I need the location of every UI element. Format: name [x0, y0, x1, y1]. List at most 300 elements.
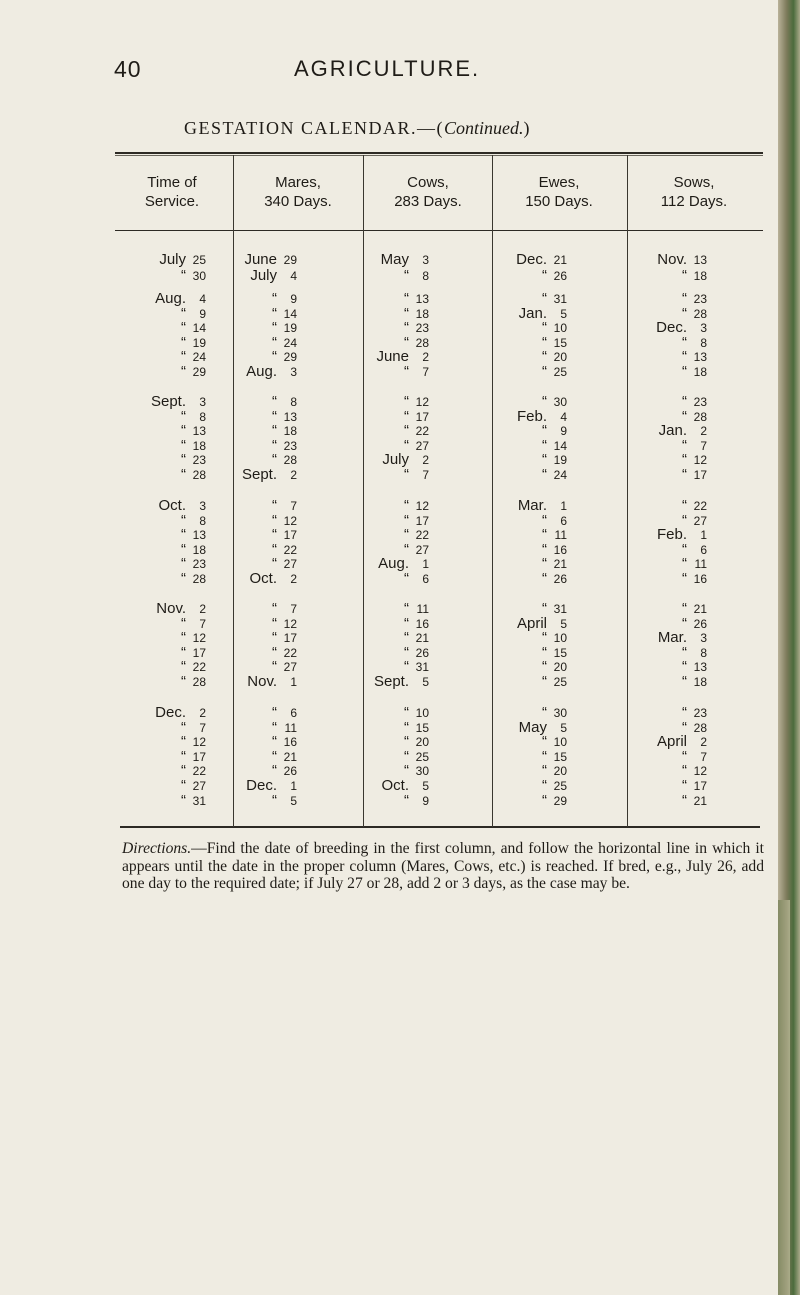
- cell-day: 26: [553, 572, 567, 586]
- cell-day: 21: [553, 557, 567, 572]
- cell-month: “: [682, 511, 687, 529]
- cell-month: “: [404, 614, 409, 632]
- cell-day: 2: [700, 424, 707, 439]
- cell-month: “: [272, 747, 277, 765]
- cell-month: “: [682, 718, 687, 736]
- cell-day: 17: [415, 409, 429, 424]
- cell-day: 7: [700, 749, 707, 764]
- cell-day: 16: [553, 542, 567, 557]
- cell-day: 30: [553, 706, 567, 720]
- cell-month: “: [272, 733, 277, 751]
- cell-day: 6: [700, 542, 707, 557]
- cell-month: “: [181, 451, 186, 469]
- cell-month: “: [272, 704, 277, 721]
- cell-day: 4: [560, 409, 567, 424]
- cell-day: 23: [192, 557, 206, 572]
- cell-month: “: [404, 497, 409, 514]
- cell-month: “: [272, 290, 277, 307]
- table-title: [184, 118, 531, 139]
- column-header-line1: Ewes,: [538, 174, 580, 191]
- cell-month: Sept.: [373, 673, 409, 690]
- cell-month: “: [682, 436, 687, 454]
- cell-day: 18: [283, 424, 297, 439]
- cell-day: 1: [422, 557, 429, 572]
- cell-month: “: [404, 600, 409, 617]
- cell-day: 1: [700, 528, 707, 543]
- cell-month: “: [181, 791, 186, 809]
- cell-day: 27: [283, 660, 297, 675]
- cell-day: 18: [693, 269, 707, 283]
- cell-month: “: [682, 290, 687, 307]
- cell-month: “: [542, 526, 547, 544]
- cell-month: “: [542, 540, 547, 558]
- table-cell: [319, 792, 429, 809]
- cell-month: May: [518, 718, 547, 736]
- cell-month: Oct.: [381, 777, 409, 794]
- cell-day: 21: [693, 793, 707, 808]
- cell-month: “: [682, 333, 687, 351]
- table-cell: [457, 267, 567, 284]
- cell-month: “: [542, 791, 547, 809]
- cell-day: 23: [283, 438, 297, 453]
- table-cell: [457, 570, 567, 587]
- page-header: [0, 56, 778, 86]
- cell-month: “: [682, 762, 687, 780]
- cell-month: “: [181, 777, 186, 794]
- table-cell: [187, 251, 297, 268]
- column-header-line2: 112 Days.: [660, 193, 728, 210]
- cell-day: 17: [415, 513, 429, 528]
- cell-month: “: [272, 526, 277, 544]
- cell-month: “: [542, 422, 547, 440]
- cell-month: “: [181, 466, 186, 483]
- cell-day: 26: [553, 269, 567, 283]
- cell-month: “: [542, 629, 547, 647]
- column-header: [495, 173, 623, 211]
- cell-month: “: [682, 363, 687, 380]
- cell-day: 27: [283, 557, 297, 572]
- cell-day: 13: [693, 660, 707, 675]
- table-cell: [187, 466, 297, 483]
- cell-day: 19: [553, 453, 567, 468]
- table-cell: [597, 673, 707, 690]
- cell-day: 21: [693, 602, 707, 616]
- cell-month: May: [380, 251, 409, 268]
- cell-day: 12: [415, 499, 429, 513]
- column-header: [108, 173, 236, 211]
- cell-month: July: [382, 451, 409, 469]
- table-cell: [187, 792, 297, 809]
- cell-day: 8: [290, 395, 297, 409]
- cell-month: Jan.: [518, 304, 547, 322]
- cell-day: 22: [693, 499, 707, 513]
- cell-day: 31: [553, 602, 567, 616]
- cell-month: “: [542, 290, 547, 307]
- cell-day: 12: [693, 764, 707, 779]
- cell-month: “: [682, 643, 687, 661]
- cell-month: “: [272, 629, 277, 647]
- directions-lead: Directions.: [122, 840, 192, 857]
- cell-day: 10: [553, 735, 567, 750]
- cell-day: 19: [283, 321, 297, 336]
- cell-month: “: [404, 466, 409, 483]
- cell-month: “: [542, 348, 547, 366]
- title-continued: Continued.: [444, 118, 524, 138]
- cell-day: 7: [290, 602, 297, 616]
- cell-month: April: [516, 614, 547, 632]
- cell-month: “: [181, 570, 186, 587]
- cell-month: “: [181, 526, 186, 544]
- cell-day: 1: [560, 499, 567, 513]
- cell-month: “: [181, 363, 186, 380]
- table-cell: [319, 466, 429, 483]
- cell-month: “: [272, 333, 277, 351]
- cell-day: 17: [192, 749, 206, 764]
- cell-day: 12: [415, 395, 429, 409]
- cell-month: “: [272, 643, 277, 661]
- cell-day: 23: [192, 453, 206, 468]
- cell-month: Mar.: [657, 629, 687, 647]
- running-head: AGRICULTURE.: [294, 56, 481, 81]
- cell-day: 17: [693, 468, 707, 482]
- cell-day: 29: [192, 365, 206, 379]
- cell-day: 28: [693, 720, 707, 735]
- cell-month: “: [404, 304, 409, 322]
- cell-month: Dec.: [656, 319, 687, 337]
- cell-month: “: [272, 762, 277, 780]
- column-header: [630, 173, 758, 211]
- cell-month: “: [181, 733, 186, 751]
- cell-month: “: [404, 511, 409, 529]
- cell-month: “: [272, 791, 277, 809]
- cell-day: 7: [422, 365, 429, 379]
- cell-day: 1: [290, 779, 297, 793]
- cell-day: 25: [415, 749, 429, 764]
- cell-month: “: [682, 555, 687, 573]
- table-cell: [187, 363, 297, 380]
- cell-day: 25: [553, 779, 567, 793]
- cell-month: “: [181, 658, 186, 676]
- title-close: ): [523, 118, 532, 138]
- cell-day: 24: [553, 468, 567, 482]
- cell-day: 6: [422, 572, 429, 586]
- cell-month: “: [682, 658, 687, 676]
- column-header: [234, 173, 362, 211]
- cell-month: “: [181, 747, 186, 765]
- cell-month: “: [181, 407, 186, 425]
- cell-day: 23: [693, 395, 707, 409]
- table-cell: [457, 363, 567, 380]
- column-header-line2: 283 Days.: [394, 193, 462, 210]
- cell-month: Dec.: [155, 704, 186, 721]
- table-cell: [187, 267, 297, 284]
- cell-month: “: [682, 570, 687, 587]
- table-cell: [597, 570, 707, 587]
- cell-day: 3: [700, 321, 707, 336]
- cell-month: “: [682, 304, 687, 322]
- cell-month: Oct.: [249, 570, 277, 587]
- cell-month: “: [404, 436, 409, 454]
- cell-month: “: [682, 497, 687, 514]
- cell-day: 11: [554, 528, 567, 543]
- cell-month: “: [542, 762, 547, 780]
- cell-month: “: [181, 718, 186, 736]
- cell-month: Sept.: [241, 466, 277, 483]
- cell-day: 24: [192, 350, 206, 365]
- cell-day: 14: [553, 438, 567, 453]
- cell-day: 10: [553, 631, 567, 646]
- cell-month: “: [404, 658, 409, 676]
- cell-day: 22: [415, 424, 429, 439]
- cell-day: 5: [422, 779, 429, 793]
- cell-month: “: [181, 673, 186, 690]
- cell-month: “: [181, 422, 186, 440]
- cell-month: “: [542, 673, 547, 690]
- cell-day: 13: [283, 409, 297, 424]
- cell-day: 21: [415, 631, 429, 646]
- cell-day: 1: [290, 675, 297, 689]
- cell-day: 15: [553, 645, 567, 660]
- cell-day: 7: [422, 468, 429, 482]
- cell-month: “: [542, 658, 547, 676]
- cell-month: “: [404, 407, 409, 425]
- cell-day: 7: [700, 438, 707, 453]
- cell-day: 7: [199, 720, 206, 735]
- cell-month: “: [404, 363, 409, 380]
- table-header-rule: [115, 230, 763, 231]
- cell-day: 18: [415, 306, 429, 321]
- cell-day: 25: [553, 675, 567, 689]
- cell-day: 22: [283, 542, 297, 557]
- cell-month: “: [181, 629, 186, 647]
- cell-day: 18: [192, 542, 206, 557]
- cell-month: Nov.: [657, 251, 687, 268]
- cell-day: 2: [422, 453, 429, 468]
- cell-day: 6: [290, 706, 297, 720]
- page-edge-shadow: [778, 900, 790, 1295]
- cell-month: “: [542, 570, 547, 587]
- cell-month: “: [682, 747, 687, 765]
- cell-month: “: [682, 451, 687, 469]
- cell-day: 8: [700, 645, 707, 660]
- cell-day: 30: [553, 395, 567, 409]
- cell-month: “: [272, 348, 277, 366]
- cell-day: 10: [553, 321, 567, 336]
- cell-month: “: [404, 629, 409, 647]
- cell-day: 22: [192, 660, 206, 675]
- cell-day: 5: [422, 675, 429, 689]
- cell-day: 16: [693, 572, 707, 586]
- table-cell: [457, 673, 567, 690]
- cell-month: “: [404, 747, 409, 765]
- title-main: GESTATION CALENDAR.—(: [184, 118, 445, 138]
- cell-month: “: [272, 718, 277, 736]
- cell-month: “: [181, 348, 186, 366]
- table-cell: [319, 570, 429, 587]
- cell-day: 23: [693, 292, 707, 306]
- cell-day: 12: [283, 513, 297, 528]
- cell-day: 5: [560, 616, 567, 631]
- cell-day: 18: [192, 438, 206, 453]
- cell-month: Oct.: [158, 497, 186, 514]
- table-cell: [597, 267, 707, 284]
- cell-day: 25: [553, 365, 567, 379]
- page-number: 40: [114, 56, 142, 82]
- cell-day: 7: [290, 499, 297, 513]
- cell-month: Dec.: [246, 777, 277, 794]
- cell-day: 16: [283, 735, 297, 750]
- cell-day: 8: [199, 513, 206, 528]
- cell-month: Mar.: [517, 497, 547, 514]
- cell-month: “: [682, 600, 687, 617]
- cell-month: “: [404, 333, 409, 351]
- cell-day: 29: [553, 793, 567, 808]
- cell-month: “: [404, 393, 409, 410]
- cell-day: 8: [199, 409, 206, 424]
- cell-day: 13: [415, 292, 429, 306]
- table-cell: [319, 363, 429, 380]
- cell-month: “: [181, 614, 186, 632]
- cell-day: 3: [199, 499, 206, 513]
- cell-month: “: [404, 319, 409, 337]
- cell-day: 17: [283, 631, 297, 646]
- cell-day: 28: [283, 453, 297, 468]
- column-header-line2: Service.: [144, 193, 200, 210]
- cell-day: 17: [283, 528, 297, 543]
- cell-day: 13: [693, 350, 707, 365]
- cell-month: Dec.: [516, 251, 547, 268]
- column-header-line2: 150 Days.: [525, 193, 593, 210]
- cell-month: “: [404, 290, 409, 307]
- table-cell: [457, 466, 567, 483]
- cell-month: April: [656, 733, 687, 751]
- cell-day: 23: [415, 321, 429, 336]
- cell-month: Jan.: [658, 422, 687, 440]
- cell-day: 30: [415, 764, 429, 779]
- cell-day: 8: [700, 335, 707, 350]
- cell-month: July: [250, 267, 277, 284]
- cell-day: 3: [700, 631, 707, 646]
- cell-day: 2: [700, 735, 707, 750]
- cell-month: Aug.: [155, 290, 186, 307]
- cell-month: “: [181, 643, 186, 661]
- cell-month: “: [272, 511, 277, 529]
- cell-month: “: [272, 658, 277, 676]
- cell-day: 27: [192, 779, 206, 793]
- cell-month: “: [682, 267, 687, 284]
- directions-text: —Find the date of breeding in the first column, and follow the horizontal line in which it appears until the date in the proper column (Mares, Cows, etc.) is reached. If bred, e.g., July 26, add one day to the required date; if July 27 or 28, add 2 or 3 days, as the case may be.: [122, 840, 764, 892]
- cell-day: 14: [283, 306, 297, 321]
- cell-day: 31: [553, 292, 567, 306]
- cell-month: “: [542, 777, 547, 794]
- cell-month: “: [272, 393, 277, 410]
- cell-month: “: [404, 733, 409, 751]
- cell-month: “: [181, 319, 186, 337]
- cell-day: 9: [560, 424, 567, 439]
- cell-day: 2: [199, 602, 206, 616]
- cell-month: “: [181, 511, 186, 529]
- cell-month: June: [244, 251, 277, 268]
- cell-day: 3: [422, 253, 429, 267]
- cell-day: 26: [415, 645, 429, 660]
- cell-month: “: [404, 643, 409, 661]
- cell-month: “: [682, 393, 687, 410]
- cell-day: 13: [192, 424, 206, 439]
- cell-day: 15: [415, 720, 429, 735]
- table-cell: [187, 673, 297, 690]
- cell-month: “: [181, 762, 186, 780]
- cell-month: “: [404, 791, 409, 809]
- cell-day: 15: [553, 749, 567, 764]
- cell-day: 20: [415, 735, 429, 750]
- cell-day: 9: [422, 793, 429, 808]
- table-top-rule: [115, 152, 763, 154]
- cell-day: 2: [290, 468, 297, 482]
- cell-day: 3: [199, 395, 206, 409]
- cell-day: 12: [283, 616, 297, 631]
- cell-month: Feb.: [656, 526, 687, 544]
- cell-month: “: [272, 555, 277, 573]
- cell-month: “: [542, 600, 547, 617]
- cell-day: 18: [693, 365, 707, 379]
- table-cell: [457, 792, 567, 809]
- cell-day: 12: [192, 631, 206, 646]
- cell-day: 5: [560, 720, 567, 735]
- cell-day: 11: [284, 720, 297, 735]
- cell-month: “: [181, 436, 186, 454]
- cell-month: “: [542, 704, 547, 721]
- cell-month: “: [404, 526, 409, 544]
- cell-month: “: [181, 304, 186, 322]
- cell-month: Aug.: [378, 555, 409, 573]
- cell-day: 2: [290, 572, 297, 586]
- cell-day: 16: [415, 616, 429, 631]
- table-cell: [597, 792, 707, 809]
- cell-month: “: [181, 540, 186, 558]
- cell-day: 6: [560, 513, 567, 528]
- cell-month: “: [404, 570, 409, 587]
- cell-month: “: [272, 540, 277, 558]
- table-cell: [597, 466, 707, 483]
- cell-day: 3: [290, 365, 297, 379]
- cell-month: “: [542, 451, 547, 469]
- cell-day: 4: [199, 292, 206, 306]
- cell-day: 11: [416, 602, 429, 616]
- cell-month: “: [542, 436, 547, 454]
- cell-day: 9: [199, 306, 206, 321]
- cell-day: 8: [422, 269, 429, 283]
- cell-month: Nov.: [247, 673, 277, 690]
- cell-day: 27: [693, 513, 707, 528]
- cell-day: 21: [553, 253, 567, 267]
- cell-day: 10: [415, 706, 429, 720]
- cell-month: “: [272, 407, 277, 425]
- cell-month: “: [542, 643, 547, 661]
- cell-month: “: [682, 777, 687, 794]
- cell-month: Nov.: [156, 600, 186, 617]
- cell-day: 27: [415, 438, 429, 453]
- cell-day: 23: [693, 706, 707, 720]
- cell-month: Feb.: [516, 407, 547, 425]
- cell-month: “: [682, 466, 687, 483]
- cell-day: 18: [693, 675, 707, 689]
- cell-day: 15: [553, 335, 567, 350]
- cell-month: “: [272, 304, 277, 322]
- cell-day: 28: [415, 335, 429, 350]
- table-cell: [319, 673, 429, 690]
- cell-month: “: [682, 791, 687, 809]
- cell-month: “: [181, 333, 186, 351]
